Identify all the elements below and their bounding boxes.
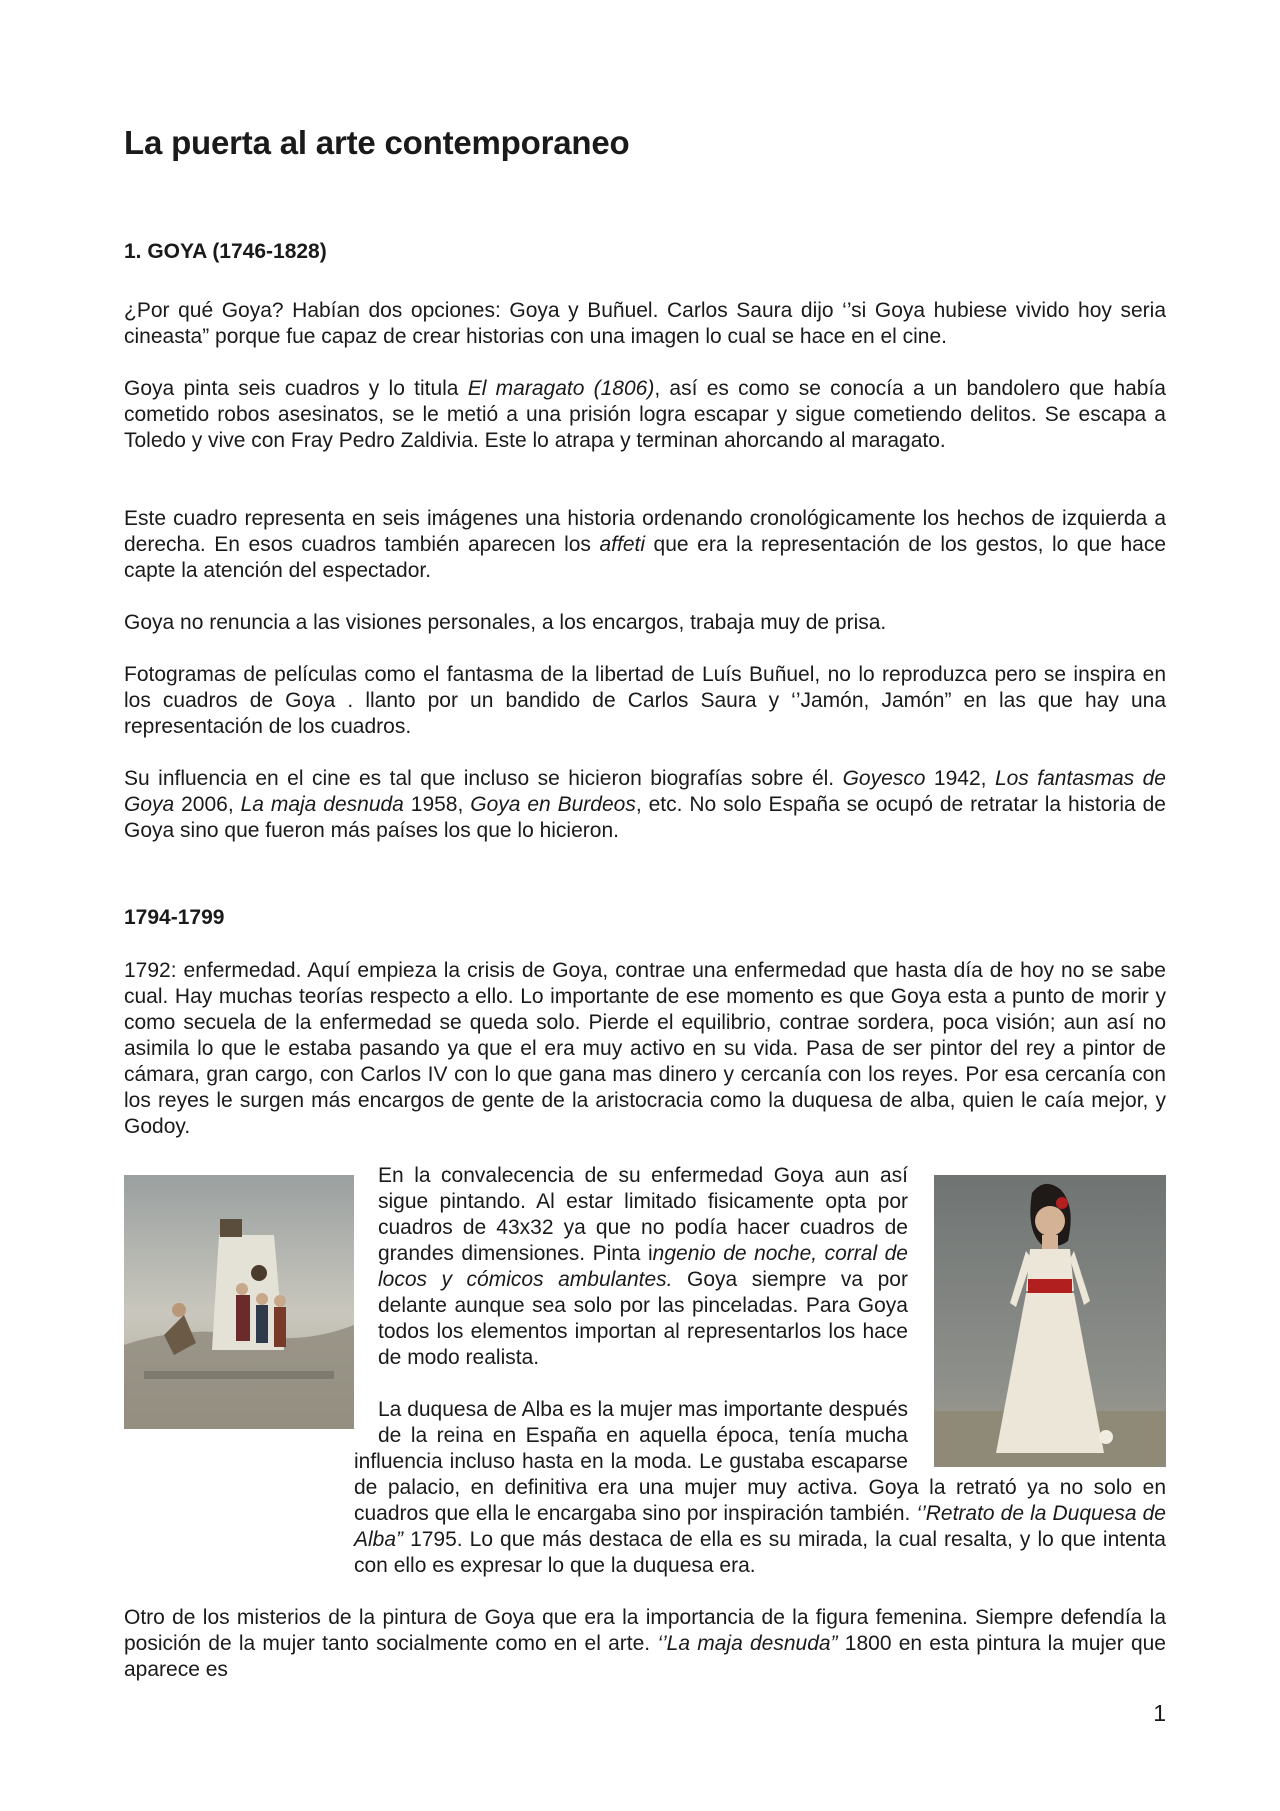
- paragraph-goya-intro: ¿Por qué Goya? Habían dos opciones: Goya y Buñuel. Carlos Saura dijo ‘’si Goya hubiese vivido hoy seria cineasta” porque fue capaz de crear historias con una imagen lo cual se hace en el cine.: [124, 299, 1166, 348]
- italic-term: affeti: [599, 533, 645, 556]
- film-title: Goya en Burdeos: [470, 793, 636, 816]
- text-run: Otro de los misterios de la pintura de Goya que era la importancia de la figura femenina. Siempre defendía la posición de la mujer tanto socialmente como en el arte.: [124, 1606, 1166, 1655]
- paragraph-visiones: Goya no renuncia a las visiones personales, a los encargos, trabaja muy de prisa.: [124, 611, 887, 634]
- paragraph-enfermedad: 1792: enfermedad. Aquí empieza la crisis de Goya, contrae una enfermedad que hasta día de hoy no se sabe cual. Hay muchas teorías respecto a ello. Lo importante de ese momento es que Goya esta a punto de morir y como secuela de la enfermedad se queda solo. Pierde el equilibrio, contrae sordera, poca visión; aun así no asimila lo que le estaba pasando ya que el era muy activo en su vida. Pasa de ser pintor del rey a pintor de cámara, gran cargo, con Carlos IV con lo que gana mas dinero y cercanía con los reyes. Por esa cercanía con los reyes le surgen más encargos de gente de la aristocracia como la duquesa de alba, quien le caía mejor, y Godoy.: [124, 959, 1166, 1138]
- paragraph-fotogramas: Fotogramas de películas como el fantasma de la libertad de Luís Buñuel, no lo reproduzca pero se inspira en los cuadros de Goya . llanto por un bandido de Carlos Saura y ‘’Jamón, Jamón” en las que hay una representación de los cuadros.: [124, 663, 1166, 738]
- portrait-duquesa-de-alba: [934, 1175, 1166, 1467]
- painting-title: ‘’Retrato de la Duquesa de Alba”: [354, 1502, 1166, 1551]
- text-run: 2006,: [174, 793, 241, 816]
- text-run: Este cuadro representa en seis imágenes una historia ordenando cronológicamente los hechos de izquierda a derecha. En esos cuadros también aparecen los: [124, 507, 1166, 556]
- text-run: 1942,: [925, 767, 995, 790]
- text-run: En la convalecencia de su enfermedad Goya aun así sigue pintando. Al estar limitado fisicamente opta por cuadros de 43x32 ya que no podía hacer cuadros de grandes dimensiones. Pinta i: [378, 1164, 908, 1265]
- film-title: La maja desnuda: [240, 793, 404, 816]
- text-run: Goya siempre va por delante aunque sea solo por las pinceladas. Para Goya todos los elementos importan al representarlos los hace de modo realista.: [378, 1268, 908, 1369]
- page-title: La puerta al arte contemporaneo: [124, 124, 630, 161]
- text-run: Goya pinta seis cuadros y lo titula: [124, 377, 468, 400]
- paragraph-maragato: [124, 376, 1166, 454]
- text-run: 1795. Lo que más destaca de ella es su mirada, la cual resalta, y lo que intenta con ello es expresar lo que la duquesa era.: [354, 1528, 1166, 1577]
- float-spacer: [124, 1437, 354, 1589]
- wrapped-text-block: [124, 1163, 1166, 1683]
- text-run: 1800 en esta pintura la mujer que aparece es: [124, 1632, 1166, 1681]
- paragraph-affeti: [124, 506, 1166, 584]
- section-heading-goya: 1. GOYA (1746-1828): [124, 240, 327, 263]
- portrait-illustration: [934, 1175, 1166, 1467]
- section-heading-1794-1799: 1794-1799: [124, 906, 225, 929]
- italic-title: El maragato (1806): [467, 377, 655, 400]
- text-run: Su influencia en el cine es tal que incluso se hicieron biografías sobre él.: [124, 767, 843, 790]
- paragraph-figura-femenina: [124, 1605, 1166, 1683]
- painting-title: ‘’La maja desnuda”: [657, 1632, 838, 1655]
- painting-illustration: [124, 1175, 354, 1429]
- painting-comicos-ambulantes: [124, 1175, 354, 1429]
- film-title: Goyesco: [842, 767, 926, 790]
- text-run: , así es como se conocía a un bandolero que había cometido robos asesinatos, se le metió a una prisión logra escapar y sigue cometiendo delitos. Se escapa a Toledo y vive con Fray Pedro Zaldivia. Este lo atrapa y terminan ahorcando al maragato.: [124, 377, 1166, 452]
- text-run: , etc. No solo España se ocupó de retratar la historia de Goya sino que fueron más países los que lo hicieron.: [124, 793, 1166, 842]
- paragraph-influencia: [124, 766, 1166, 844]
- page-number: 1: [1153, 1700, 1166, 1726]
- film-title: Los fantasmas de Goya: [124, 767, 1166, 816]
- text-run: 1958,: [403, 793, 471, 816]
- text-run: La duquesa de Alba es la mujer mas importante después de la reina en España en aquella época, tenía mucha influencia incluso hasta en la moda. Le gustaba escaparse de palacio, en definitiva era una mujer muy activa. Goya la retrató ya no solo en cuadros que ella le encargaba sino por inspiración también.: [354, 1398, 1166, 1525]
- painting-titles: ngenio de noche, corral de locos y cómicos ambulantes.: [378, 1242, 908, 1291]
- text-run: que era la representación de los gestos, lo que hace capte la atención del espectador.: [124, 533, 1166, 582]
